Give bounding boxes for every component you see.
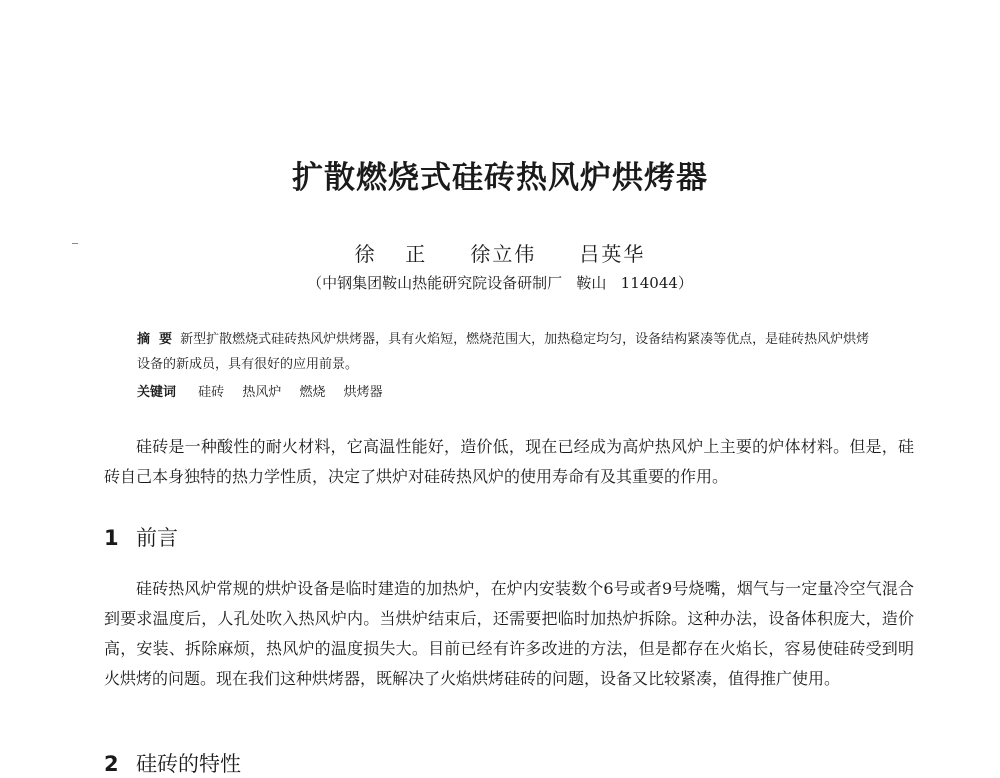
- preface-paragraph: 硅砖热风炉常规的烘炉设备是临时建造的加热炉，在炉内安装数个6号或者9号烧嘴，烟气与一定量冷空气混合到要求温度后，人孔处吹入热风炉内。当烘炉结束后，还需要把临时加热炉拆除。这种办法，设备体积庞大，造价高，安装、拆除麻烦，热风炉的温度损失大。目前已经有许多改进的方法，但是都存在火焰长，容易使硅砖受到明火烘烤的问题。现在我们这种烘烤器，既解决了火焰烘烤硅砖的问题，设备又比较紧凑，值得推广使用。: [104, 579, 914, 688]
- keyword-item: 烘烤器: [343, 385, 383, 400]
- section-heading-preface: [104, 522, 178, 552]
- abstract-label: 摘 要: [137, 332, 173, 347]
- section-heading-silica-brick-properties: [104, 748, 241, 778]
- keywords-label: 关键词: [137, 385, 177, 400]
- abstract-text: 新型扩散燃烧式硅砖热风炉烘烤器，具有火焰短，燃烧范围大，加热稳定均匀，设备结构紧凑等优点，是硅砖热风炉烘烤设备的新成员，具有很好的应用前景。: [137, 332, 870, 372]
- keyword-item: 热风炉: [242, 385, 282, 400]
- section-number: 2: [104, 752, 119, 776]
- section-number: 1: [104, 526, 119, 550]
- section-title: 前言: [136, 526, 178, 550]
- keyword-item: 硅砖: [198, 385, 225, 400]
- author-list: 徐 正 徐立伟 吕英华: [354, 242, 646, 266]
- paper-title: 扩散燃烧式硅砖热风炉烘烤器: [292, 160, 708, 196]
- intro-paragraph: 硅砖是一种酸性的耐火材料，它高温性能好，造价低，现在已经成为高炉热风炉上主要的炉体材料。但是，硅砖自己本身独特的热力学性质，决定了烘炉对硅砖热风炉的使用寿命有及其重要的作用。: [104, 437, 914, 486]
- keywords-block: [137, 381, 397, 400]
- section-title: 硅砖的特性: [136, 752, 241, 776]
- author-affiliation: （中钢集团鞍山热能研究院设备研制厂 鞍山 114044）: [307, 274, 693, 292]
- abstract-block: [137, 327, 877, 377]
- keyword-item: 燃烧: [299, 385, 326, 400]
